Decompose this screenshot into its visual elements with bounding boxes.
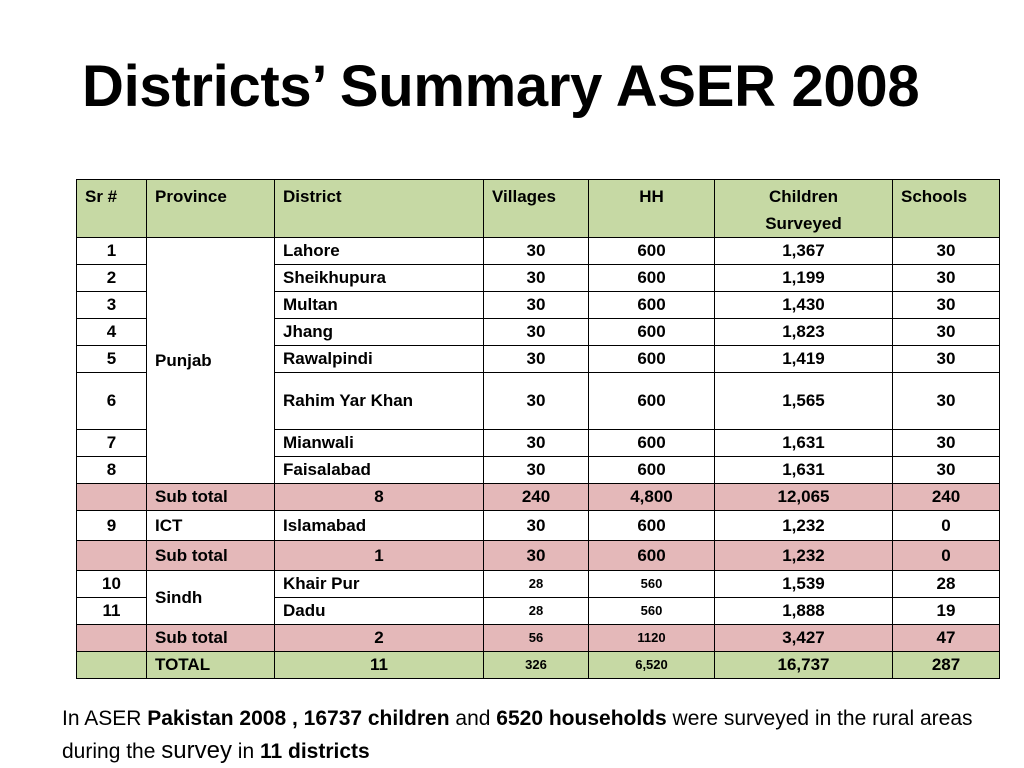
cell-villages: 30 [484,511,589,541]
cell-hh: 600 [589,373,715,430]
header-hh: HH [589,180,715,238]
cell-district: Multan [275,292,484,319]
cell-children: 1,232 [715,511,893,541]
cell-schools: 30 [893,346,1000,373]
cell-hh: 1120 [589,625,715,652]
header-schools: Schools [893,180,1000,238]
cell-hh: 600 [589,292,715,319]
cell-province-sindh: Sindh [147,571,275,625]
subtotal-row-sindh [77,625,1000,652]
cell-hh: 600 [589,265,715,292]
cell-district: Faisalabad [275,457,484,484]
cell-children: 3,427 [715,625,893,652]
cell-hh: 600 [589,319,715,346]
cell-sr: 2 [77,265,147,292]
cell-children: 1,430 [715,292,893,319]
cell-villages: 56 [484,625,589,652]
cell-district: Islamabad [275,511,484,541]
cell-villages: 30 [484,373,589,430]
cell-hh: 600 [589,238,715,265]
cell-children: 12,065 [715,484,893,511]
cell-hh: 560 [589,598,715,625]
cell-schools: 30 [893,373,1000,430]
cell-sr [77,625,147,652]
header-children-surveyed-label: Children Surveyed [765,187,842,233]
cell-district: Jhang [275,319,484,346]
table-header-row [77,180,1000,238]
header-children-surveyed [715,180,893,238]
cell-schools: 30 [893,265,1000,292]
cell-sr: 8 [77,457,147,484]
cell-hh: 600 [589,541,715,571]
cell-villages: 28 [484,571,589,598]
cell-children: 1,539 [715,571,893,598]
caption-text-2: and [449,707,497,730]
cell-hh: 560 [589,571,715,598]
cell-villages: 30 [484,541,589,571]
cell-district: Dadu [275,598,484,625]
caption-bold-children: Pakistan 2008 , 16737 children [147,707,450,730]
cell-villages: 30 [484,457,589,484]
cell-subtotal-label: Sub total [147,484,275,511]
cell-hh: 600 [589,430,715,457]
cell-province-punjab: Punjab [147,238,275,484]
cell-subtotal-label: Sub total [147,541,275,571]
cell-province-ict: ICT [147,511,275,541]
caption-text-4: in [231,740,260,763]
cell-sr: 11 [77,598,147,625]
header-villages: Villages [484,180,589,238]
cell-schools: 30 [893,319,1000,346]
table-row [77,238,1000,265]
cell-children: 1,888 [715,598,893,625]
cell-schools: 0 [893,541,1000,571]
cell-hh: 4,800 [589,484,715,511]
cell-schools: 0 [893,511,1000,541]
cell-district: Sheikhupura [275,265,484,292]
cell-schools: 28 [893,571,1000,598]
caption-survey-word: survey [161,737,232,764]
cell-children: 1,631 [715,430,893,457]
cell-children: 1,631 [715,457,893,484]
cell-sr [77,541,147,571]
cell-schools: 30 [893,457,1000,484]
subtotal-row-ict [77,541,1000,571]
cell-hh: 600 [589,511,715,541]
table-row [77,571,1000,598]
cell-hh: 6,520 [589,652,715,679]
cell-villages: 30 [484,346,589,373]
cell-sr: 4 [77,319,147,346]
cell-schools: 287 [893,652,1000,679]
total-row [77,652,1000,679]
cell-schools: 30 [893,430,1000,457]
cell-schools: 240 [893,484,1000,511]
cell-villages: 30 [484,319,589,346]
districts-summary-table [76,179,1000,679]
cell-children: 16,737 [715,652,893,679]
cell-villages: 240 [484,484,589,511]
table-row [77,511,1000,541]
cell-schools: 30 [893,238,1000,265]
caption-bold-households: 6520 households [496,707,667,730]
cell-sr: 10 [77,571,147,598]
cell-districts-count: 2 [275,625,484,652]
subtotal-row-punjab [77,484,1000,511]
cell-hh: 600 [589,457,715,484]
caption-bold-districts: 11 districts [259,740,370,763]
cell-sr: 1 [77,238,147,265]
cell-children: 1,565 [715,373,893,430]
header-district: District [275,180,484,238]
cell-sr [77,652,147,679]
cell-villages: 30 [484,265,589,292]
cell-district: Rahim Yar Khan [275,373,484,430]
cell-total-label: TOTAL [147,652,275,679]
cell-districts-count: 1 [275,541,484,571]
cell-hh: 600 [589,346,715,373]
cell-sr: 5 [77,346,147,373]
summary-caption [62,703,1012,768]
cell-children: 1,232 [715,541,893,571]
cell-villages: 28 [484,598,589,625]
caption-text-3: were surveyed in the rural areas during the [62,707,973,763]
cell-schools: 19 [893,598,1000,625]
cell-villages: 30 [484,238,589,265]
cell-children: 1,367 [715,238,893,265]
cell-schools: 30 [893,292,1000,319]
cell-sr: 6 [77,373,147,430]
cell-children: 1,419 [715,346,893,373]
cell-sr: 9 [77,511,147,541]
cell-children: 1,823 [715,319,893,346]
cell-villages: 30 [484,430,589,457]
cell-villages: 30 [484,292,589,319]
cell-district: Mianwali [275,430,484,457]
caption-text-1: In ASER [62,707,148,730]
cell-schools: 47 [893,625,1000,652]
cell-children: 1,199 [715,265,893,292]
header-province: Province [147,180,275,238]
cell-district: Lahore [275,238,484,265]
cell-sr [77,484,147,511]
cell-district: Rawalpindi [275,346,484,373]
cell-districts-count: 8 [275,484,484,511]
header-sr: Sr # [77,180,147,238]
page-title: Districts’ Summary ASER 2008 [82,54,920,119]
cell-villages: 326 [484,652,589,679]
cell-subtotal-label: Sub total [147,625,275,652]
cell-district: Khair Pur [275,571,484,598]
cell-sr: 3 [77,292,147,319]
cell-districts-count: 11 [275,652,484,679]
cell-sr: 7 [77,430,147,457]
